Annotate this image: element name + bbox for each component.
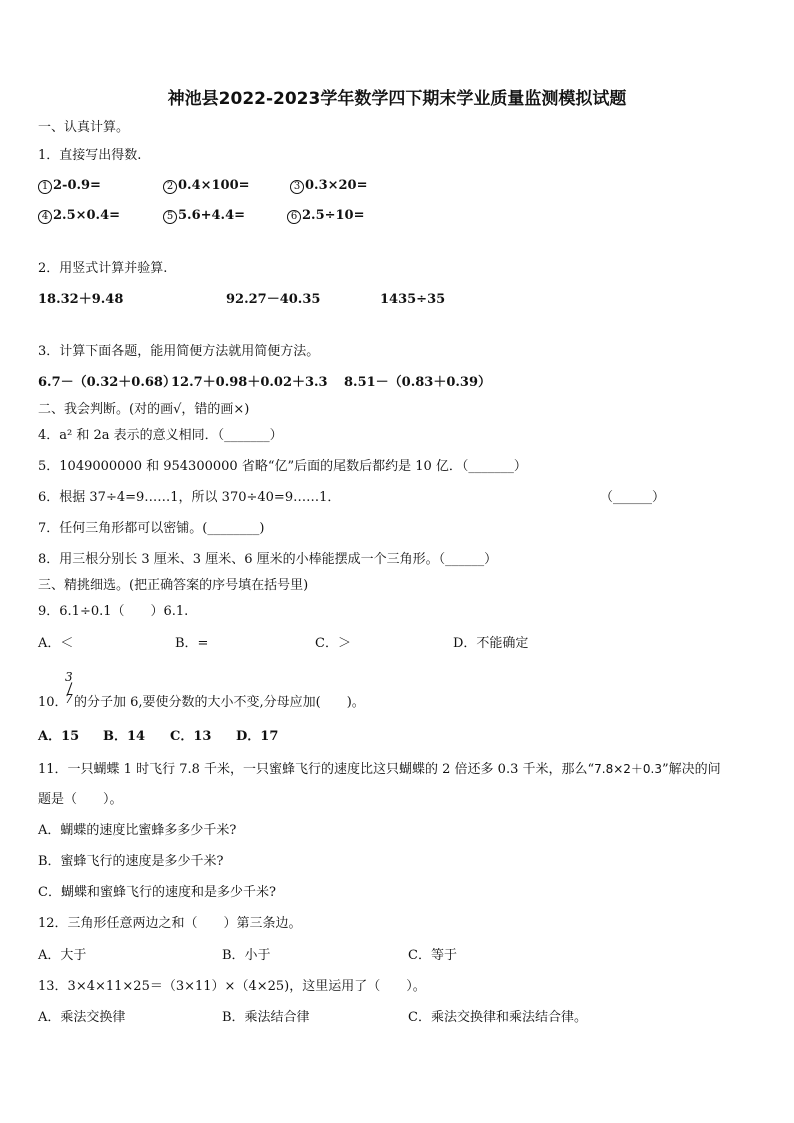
q2-item-3: 1435÷35 (380, 292, 446, 307)
question-6: 6．根据 37÷4=9……1，所以 370÷40=9……1． (38, 490, 341, 505)
q13-option-b: B．乘法结合律 (222, 1010, 310, 1025)
circled-number-icon: 5 (163, 210, 177, 224)
question-6-blank: （______） (600, 490, 666, 505)
circled-number-icon: 3 (290, 180, 304, 194)
q2-item-2: 92.27－40.35 (226, 292, 321, 307)
q3-item-1: 6.7－（0.32＋0.68） (38, 375, 176, 390)
q1-item-5: 5 5.6+4.4= (163, 208, 245, 224)
section-3-heading: 三、精挑细选。(把正确答案的序号填在括号里) (38, 578, 309, 593)
q1-item-3: 3 0.3×20= (290, 178, 368, 194)
q2-item-1: 18.32＋9.48 (38, 292, 124, 307)
q1-item-6: 6 2.5÷10= (287, 208, 365, 224)
q10-option-d: D．17 (236, 729, 279, 744)
question-12: 12．三角形任意两边之和（ ）第三条边。 (38, 916, 302, 931)
page-title: 神池县2022-2023学年数学四下期末学业质量监测模拟试题 (167, 89, 627, 109)
question-11-line-1: 11．一只蝴蝶 1 时飞行 7.8 千米，一只蜜蜂飞行的速度比这只蝴蝶的 2 倍还多 0.3 千米，那么“7.8×2＋0.3”解决的问 (38, 762, 721, 777)
question-11-line-2: 题是（ ）。 (38, 792, 123, 807)
q10-option-b: B．14 (103, 729, 146, 744)
question-10: 的分子加 6,要使分数的大小不变,分母应加( )。 (74, 695, 365, 710)
q13-option-c: C．乘法交换律和乘法结合律。 (408, 1010, 587, 1025)
q11-expression: 7.8×2＋0.3 (594, 762, 662, 776)
question-9: 9．6.1÷0.1（ ）6.1. (38, 604, 189, 619)
q1-item-1: 1 2-0.9= (38, 178, 101, 194)
q10-option-c: C．13 (170, 729, 212, 744)
q12-option-c: C．等于 (408, 948, 457, 963)
q9-option-b: B．= (175, 636, 209, 651)
fraction-numerator: 3 (65, 670, 73, 684)
circled-number-icon: 4 (38, 210, 52, 224)
q12-option-b: B．小于 (222, 948, 271, 963)
question-13: 13．3×4×11×25＝（3×11）×（4×25)，这里运用了（ ）。 (38, 979, 426, 994)
q1-item-2: 2 0.4×100= (163, 178, 250, 194)
question-4: 4．a² 和 2a 表示的意义相同．（_______） (38, 428, 283, 443)
question-3-label: 3．计算下面各题，能用简便方法就用简便方法。 (38, 344, 320, 359)
section-1-heading: 一、认真计算。 (38, 120, 130, 135)
question-1-label: 1．直接写出得数. (38, 148, 142, 163)
q9-option-c: C．＞ (315, 636, 351, 651)
q12-option-a: A．大于 (38, 948, 87, 963)
question-8: 8．用三根分别长 3 厘米、3 厘米、6 厘米的小棒能摆成一个三角形。（______） (38, 552, 498, 567)
q3-item-2: 12.7＋0.98＋0.02＋3.3 (171, 375, 328, 390)
q3-item-3: 8.51－（0.83＋0.39） (344, 375, 491, 390)
q11-option-b: B．蜜蜂飞行的速度是多少千米? (38, 854, 224, 869)
q9-option-d: D．不能确定 (453, 636, 529, 651)
fraction-denominator: 7 (65, 692, 73, 706)
q1-item-4: 4 2.5×0.4= (38, 208, 120, 224)
question-7: 7．任何三角形都可以密铺。(________) (38, 521, 265, 536)
section-2-heading: 二、我会判断。(对的画√，错的画×) (38, 402, 250, 417)
question-5: 5．1049000000 和 954300000 省略“亿”后面的尾数后都约是 10 亿．（_______） (38, 459, 527, 474)
q13-option-a: A．乘法交换律 (38, 1010, 126, 1025)
q9-option-a: A．＜ (38, 636, 74, 651)
question-10-prefix: 10． (38, 695, 68, 710)
circled-number-icon: 1 (38, 180, 52, 194)
q11-option-a: A．蝴蝶的速度比蜜蜂多多少千米? (38, 823, 237, 838)
q11-option-c: C．蝴蝶和蜜蜂飞行的速度和是多少千米? (38, 885, 276, 900)
circled-number-icon: 2 (163, 180, 177, 194)
question-2-label: 2．用竖式计算并验算. (38, 261, 168, 276)
q10-option-a: A．15 (38, 729, 80, 744)
circled-number-icon: 6 (287, 210, 301, 224)
